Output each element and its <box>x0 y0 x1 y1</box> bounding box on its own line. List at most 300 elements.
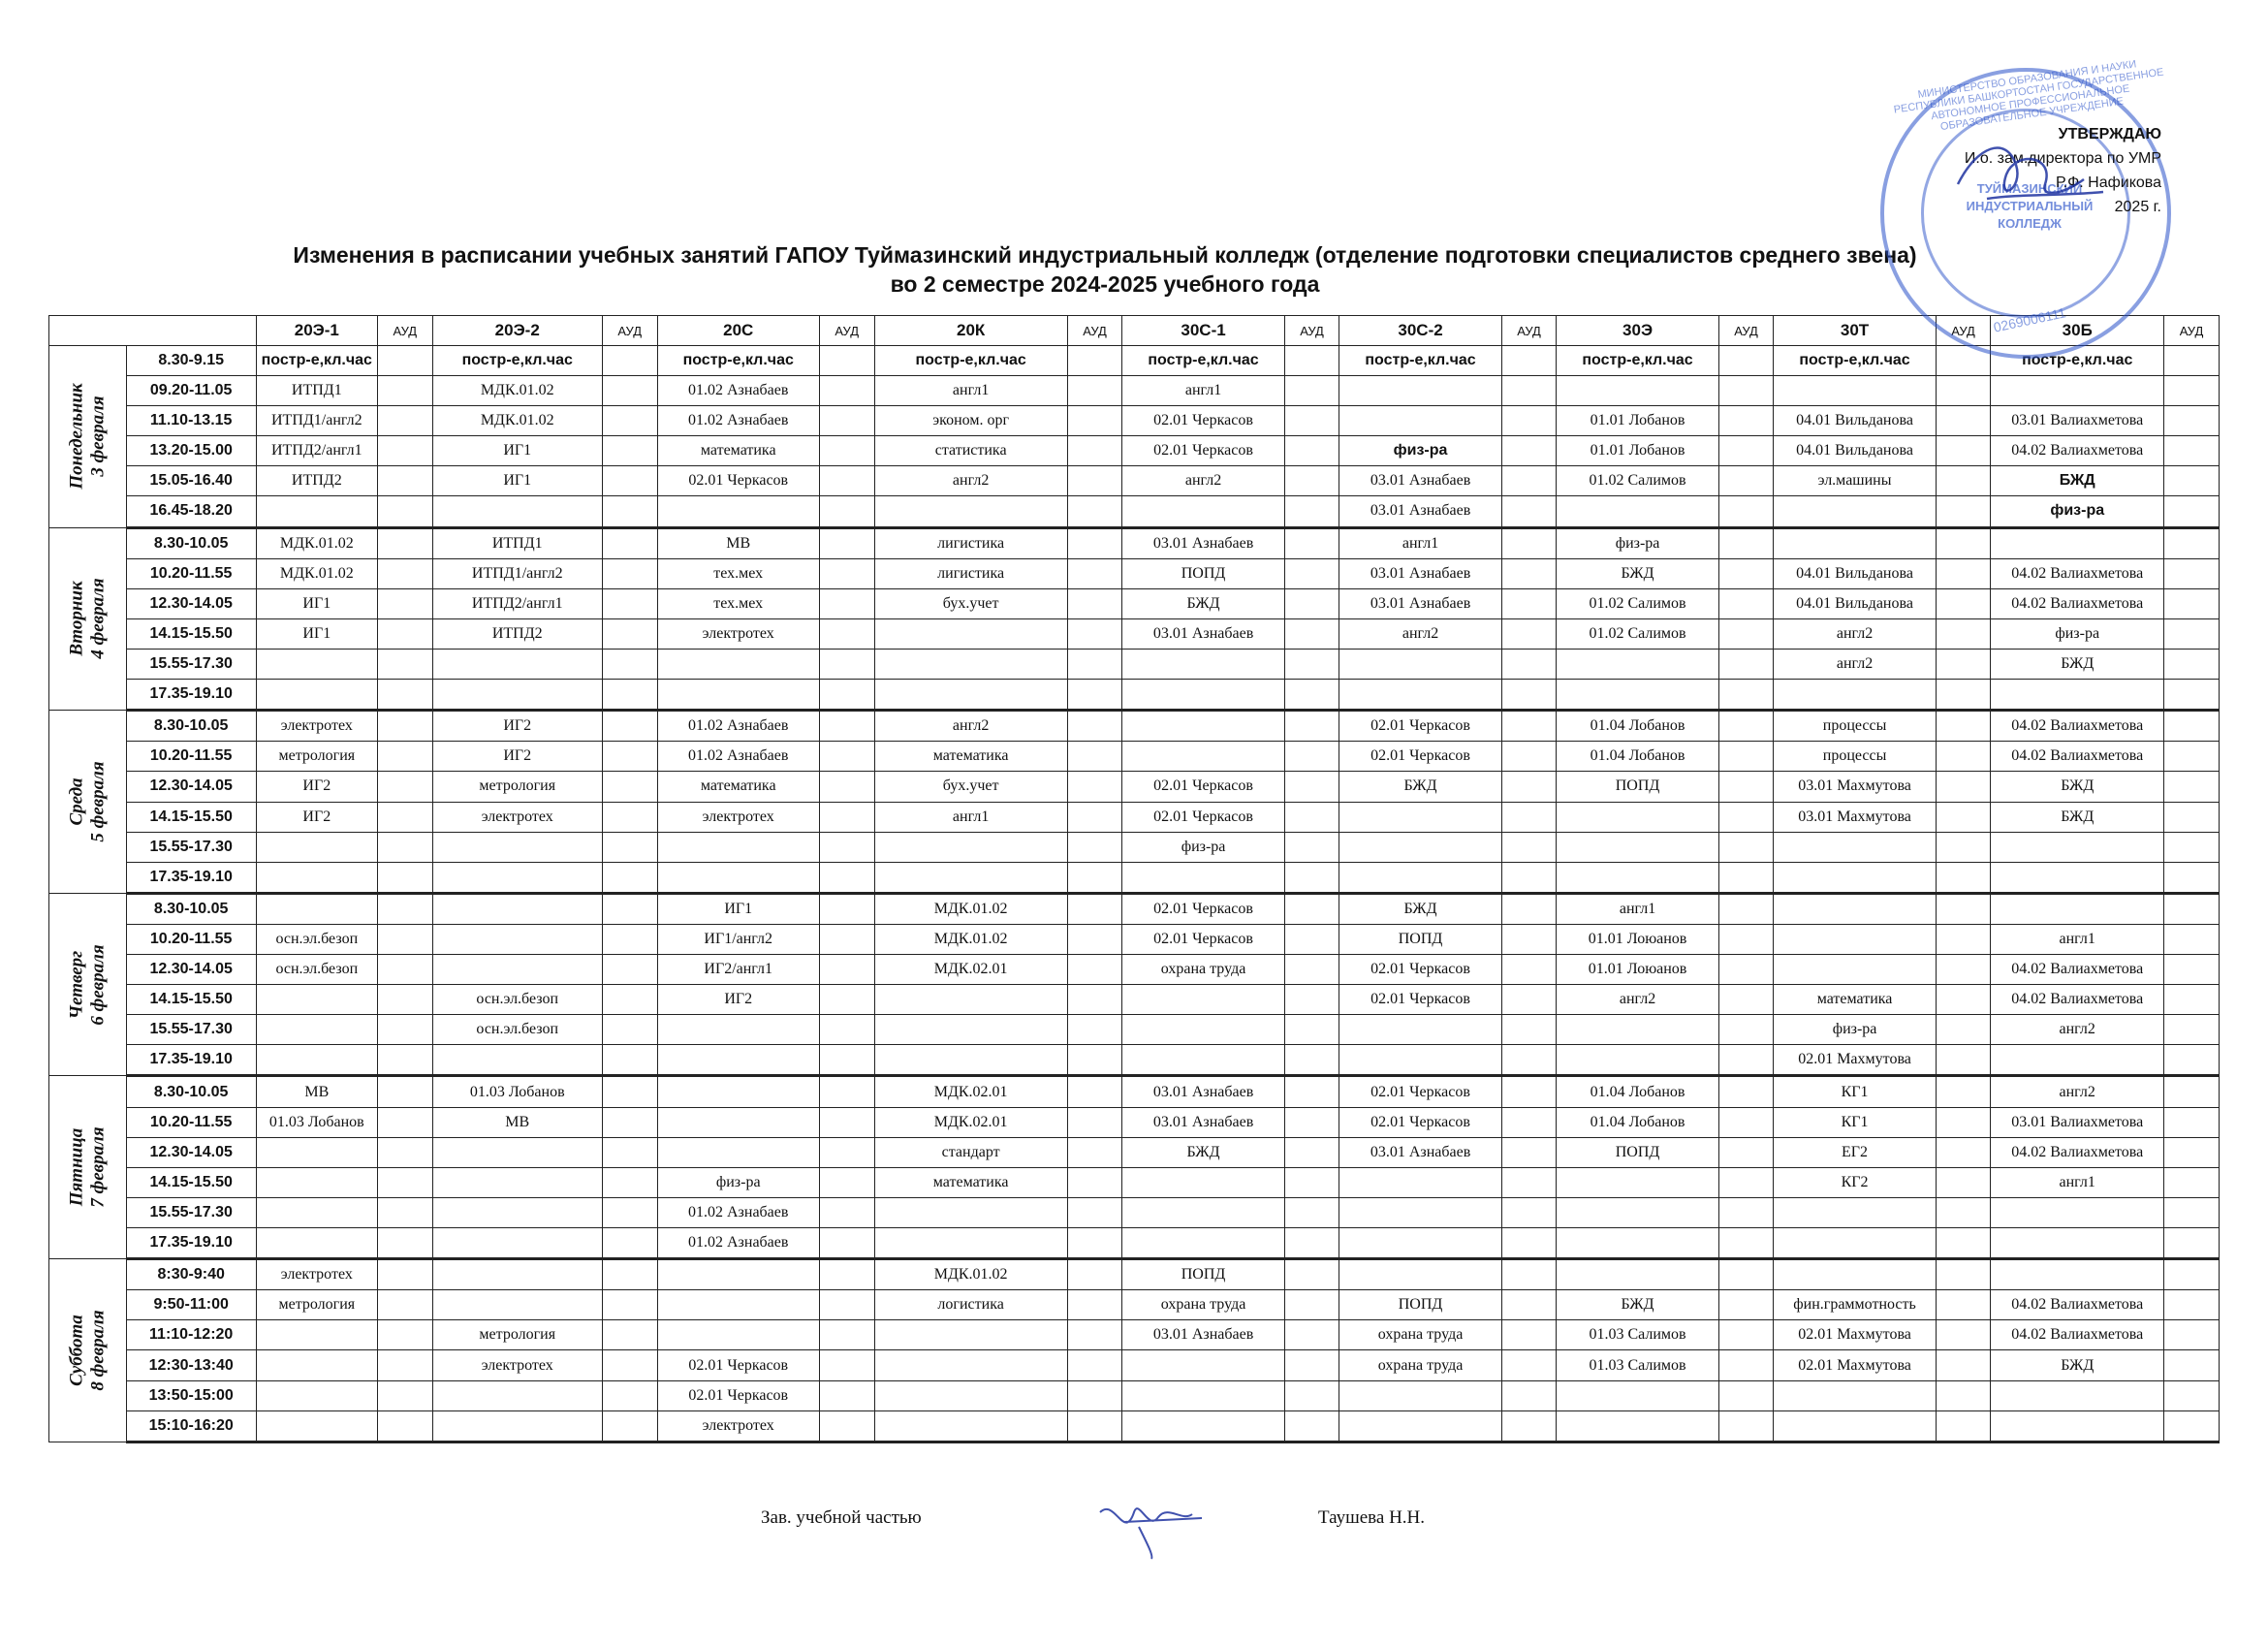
schedule-table <box>48 315 2220 1443</box>
lesson-cell <box>1339 406 1501 436</box>
room-cell <box>1936 711 1991 742</box>
lesson-cell <box>1557 1197 1718 1227</box>
room-cell <box>602 742 657 772</box>
room-cell <box>1067 985 1122 1015</box>
lesson-cell: МДК.01.02 <box>256 527 377 558</box>
room-cell <box>1718 1167 1774 1197</box>
lesson-cell: охрана труда <box>1122 955 1284 985</box>
schedule-row <box>49 1197 2220 1227</box>
lesson-cell: МДК.02.01 <box>874 1107 1067 1137</box>
lesson-cell: ИТПД2/англ1 <box>256 436 377 466</box>
lesson-cell <box>1991 1410 2164 1442</box>
room-cell <box>1501 862 1557 893</box>
document-title <box>136 240 2074 299</box>
day-label-cell <box>49 1076 127 1259</box>
aud-header: АУД <box>2163 316 2219 346</box>
room-cell <box>1718 1320 1774 1350</box>
lesson-cell: электротех <box>657 618 819 649</box>
room-cell <box>1284 1410 1339 1442</box>
lesson-cell <box>657 1259 819 1290</box>
lesson-cell <box>432 1410 602 1442</box>
room-cell <box>1284 1137 1339 1167</box>
room-cell <box>1936 466 1991 496</box>
room-cell <box>819 802 874 832</box>
time-slot: 9:50-11:00 <box>126 1290 256 1320</box>
room-cell <box>1067 376 1122 406</box>
lesson-cell: физ-ра <box>1991 618 2164 649</box>
aud-header: АУД <box>602 316 657 346</box>
lesson-cell: 04.02 Валиахметова <box>1991 711 2164 742</box>
lesson-cell <box>1774 1259 1936 1290</box>
room-cell <box>1501 376 1557 406</box>
lesson-cell <box>1774 376 1936 406</box>
lesson-cell <box>1991 862 2164 893</box>
room-cell <box>1936 436 1991 466</box>
room-cell <box>1936 1259 1991 1290</box>
room-cell <box>377 893 432 924</box>
lesson-cell: 02.01 Черкасов <box>657 1350 819 1380</box>
lesson-cell <box>657 1045 819 1076</box>
room-cell <box>377 1015 432 1045</box>
time-slot: 12.30-14.05 <box>126 772 256 802</box>
room-cell <box>2163 496 2219 527</box>
approval-title: УТВЕРЖДАЮ <box>2058 126 2161 143</box>
lesson-cell <box>1339 1197 1501 1227</box>
lesson-cell: МДК.02.01 <box>874 955 1067 985</box>
lesson-cell: КГ2 <box>1774 1167 1936 1197</box>
room-cell <box>2163 527 2219 558</box>
lesson-cell: метрология <box>432 772 602 802</box>
lesson-cell: МДК.01.02 <box>432 376 602 406</box>
room-cell <box>1501 772 1557 802</box>
room-cell <box>1718 466 1774 496</box>
room-cell <box>819 436 874 466</box>
schedule-row <box>49 588 2220 618</box>
time-slot: 8.30-10.05 <box>126 711 256 742</box>
lesson-cell: физ-ра <box>657 1167 819 1197</box>
lesson-cell <box>432 1380 602 1410</box>
room-cell <box>1718 1015 1774 1045</box>
lesson-cell: англ1 <box>874 802 1067 832</box>
lesson-cell: ПОПД <box>1557 1137 1718 1167</box>
room-cell <box>819 558 874 588</box>
room-cell <box>602 1167 657 1197</box>
group-header: 20С <box>657 316 819 346</box>
room-cell <box>2163 742 2219 772</box>
footer-signature <box>1095 1493 1212 1561</box>
room-cell <box>1284 1290 1339 1320</box>
lesson-cell <box>1122 1410 1284 1442</box>
room-cell <box>602 1076 657 1107</box>
lesson-cell <box>1774 496 1936 527</box>
room-cell <box>377 1410 432 1442</box>
lesson-cell: физ-ра <box>1339 436 1501 466</box>
lesson-cell <box>1339 1227 1501 1258</box>
room-cell <box>819 893 874 924</box>
lesson-cell <box>432 679 602 710</box>
room-cell <box>1718 742 1774 772</box>
lesson-cell: 02.01 Черкасов <box>1122 893 1284 924</box>
lesson-cell: 03.01 Валиахметова <box>1991 1107 2164 1137</box>
lesson-cell <box>874 832 1067 862</box>
room-cell <box>1067 466 1122 496</box>
lesson-cell: ИТПД1/англ2 <box>256 406 377 436</box>
room-cell <box>1501 955 1557 985</box>
room-cell <box>2163 1045 2219 1076</box>
room-cell <box>1501 618 1557 649</box>
room-cell <box>377 346 432 376</box>
room-cell <box>1067 1259 1122 1290</box>
header-corner <box>49 316 257 346</box>
room-cell <box>1284 1076 1339 1107</box>
group-header: 30С-2 <box>1339 316 1501 346</box>
lesson-cell: 01.02 Салимов <box>1557 618 1718 649</box>
room-cell <box>1936 1380 1991 1410</box>
lesson-cell: МДК.01.02 <box>874 925 1067 955</box>
room-cell <box>2163 955 2219 985</box>
lesson-cell: 01.02 Азнабаев <box>657 711 819 742</box>
room-cell <box>1718 1076 1774 1107</box>
room-cell <box>2163 649 2219 679</box>
schedule-row <box>49 376 2220 406</box>
room-cell <box>2163 985 2219 1015</box>
room-cell <box>819 679 874 710</box>
room-cell <box>377 649 432 679</box>
lesson-cell <box>1991 527 2164 558</box>
schedule-row <box>49 1167 2220 1197</box>
lesson-cell: логистика <box>874 1290 1067 1320</box>
time-slot: 16.45-18.20 <box>126 496 256 527</box>
lesson-cell: 04.02 Валиахметова <box>1991 742 2164 772</box>
lesson-cell <box>1122 1015 1284 1045</box>
lesson-cell: физ-ра <box>1991 496 2164 527</box>
lesson-cell <box>1774 862 1936 893</box>
schedule-row <box>49 985 2220 1015</box>
lesson-cell: осн.эл.безоп <box>256 955 377 985</box>
lesson-cell: осн.эл.безоп <box>256 925 377 955</box>
lesson-cell: 01.02 Азнабаев <box>657 1197 819 1227</box>
lesson-cell <box>1557 1015 1718 1045</box>
room-cell <box>1718 406 1774 436</box>
lesson-cell <box>657 1107 819 1137</box>
room-cell <box>1067 346 1122 376</box>
room-cell <box>1936 1107 1991 1137</box>
day-label-cell <box>49 1259 127 1442</box>
room-cell <box>1067 496 1122 527</box>
seal-code: 0269006111 <box>1992 304 2067 335</box>
room-cell <box>377 802 432 832</box>
group-header: 20Э-1 <box>256 316 377 346</box>
time-slot: 13:50-15:00 <box>126 1380 256 1410</box>
lesson-cell <box>874 649 1067 679</box>
lesson-cell: метрология <box>256 742 377 772</box>
room-cell <box>1067 1015 1122 1045</box>
room-cell <box>1284 711 1339 742</box>
lesson-cell: постр-е,кл.час <box>1339 346 1501 376</box>
lesson-cell: 02.01 Черкасов <box>1122 925 1284 955</box>
lesson-cell: 04.02 Валиахметова <box>1991 1137 2164 1167</box>
group-header: 30Э <box>1557 316 1718 346</box>
lesson-cell <box>432 1290 602 1320</box>
room-cell <box>1501 985 1557 1015</box>
time-slot: 10.20-11.55 <box>126 925 256 955</box>
room-cell <box>819 742 874 772</box>
room-cell <box>2163 1167 2219 1197</box>
schedule-row <box>49 466 2220 496</box>
lesson-cell <box>256 1380 377 1410</box>
lesson-cell <box>874 1380 1067 1410</box>
time-slot: 10.20-11.55 <box>126 558 256 588</box>
room-cell <box>819 772 874 802</box>
room-cell <box>602 436 657 466</box>
lesson-cell: 01.03 Салимов <box>1557 1320 1718 1350</box>
room-cell <box>819 346 874 376</box>
room-cell <box>2163 679 2219 710</box>
room-cell <box>1718 649 1774 679</box>
lesson-cell: ИТПД1 <box>432 527 602 558</box>
seal-center-text: ТУЙМАЗИНСКИЙ ИНДУСТРИАЛЬНЫЙ КОЛЛЕДЖ <box>1966 181 2094 231</box>
aud-header: АУД <box>1501 316 1557 346</box>
lesson-cell: 01.02 Салимов <box>1557 466 1718 496</box>
lesson-cell <box>432 1227 602 1258</box>
room-cell <box>2163 862 2219 893</box>
lesson-cell <box>1991 679 2164 710</box>
room-cell <box>1067 436 1122 466</box>
room-cell <box>2163 1197 2219 1227</box>
lesson-cell <box>256 862 377 893</box>
lesson-cell: метрология <box>256 1290 377 1320</box>
room-cell <box>1936 802 1991 832</box>
time-slot: 09.20-11.05 <box>126 376 256 406</box>
room-cell <box>377 1290 432 1320</box>
lesson-cell <box>1991 1380 2164 1410</box>
lesson-cell <box>1991 1045 2164 1076</box>
room-cell <box>1284 588 1339 618</box>
room-cell <box>377 1167 432 1197</box>
room-cell <box>1284 925 1339 955</box>
lesson-cell <box>1122 862 1284 893</box>
room-cell <box>602 1290 657 1320</box>
lesson-cell: МДК.01.02 <box>874 893 1067 924</box>
room-cell <box>1501 649 1557 679</box>
lesson-cell: 03.01 Азнабаев <box>1339 466 1501 496</box>
room-cell <box>1284 346 1339 376</box>
room-cell <box>1284 436 1339 466</box>
lesson-cell: охрана труда <box>1339 1350 1501 1380</box>
room-cell <box>819 1076 874 1107</box>
lesson-cell: англ2 <box>874 711 1067 742</box>
room-cell <box>819 1350 874 1380</box>
lesson-cell: 02.01 Махмутова <box>1774 1350 1936 1380</box>
aud-header: АУД <box>819 316 874 346</box>
room-cell <box>819 496 874 527</box>
time-slot: 17.35-19.10 <box>126 1045 256 1076</box>
room-cell <box>377 1107 432 1137</box>
room-cell <box>1501 1197 1557 1227</box>
room-cell <box>1936 742 1991 772</box>
room-cell <box>1067 1380 1122 1410</box>
room-cell <box>602 618 657 649</box>
room-cell <box>377 772 432 802</box>
room-cell <box>602 496 657 527</box>
day-date: 3 февраля <box>87 396 109 477</box>
lesson-cell: электротех <box>657 802 819 832</box>
room-cell <box>377 925 432 955</box>
lesson-cell: ИТПД2/англ1 <box>432 588 602 618</box>
schedule-row <box>49 1107 2220 1137</box>
room-cell <box>1284 802 1339 832</box>
lesson-cell: ИГ2 <box>657 985 819 1015</box>
lesson-cell: 04.01 Вильданова <box>1774 436 1936 466</box>
lesson-cell: англ2 <box>1557 985 1718 1015</box>
lesson-cell <box>1557 376 1718 406</box>
lesson-cell <box>256 496 377 527</box>
room-cell <box>819 1259 874 1290</box>
lesson-cell: ИГ2 <box>432 742 602 772</box>
room-cell <box>602 893 657 924</box>
day-label-cell <box>49 346 127 528</box>
lesson-cell: БЖД <box>1991 466 2164 496</box>
lesson-cell: англ2 <box>1991 1015 2164 1045</box>
lesson-cell: 02.01 Черкасов <box>1122 772 1284 802</box>
lesson-cell <box>1991 1259 2164 1290</box>
lesson-cell: 03.01 Валиахметова <box>1991 406 2164 436</box>
lesson-cell: БЖД <box>1339 893 1501 924</box>
lesson-cell <box>1557 1380 1718 1410</box>
room-cell <box>1718 862 1774 893</box>
time-slot: 10.20-11.55 <box>126 742 256 772</box>
room-cell <box>602 1015 657 1045</box>
lesson-cell <box>657 679 819 710</box>
room-cell <box>2163 1015 2219 1045</box>
lesson-cell <box>1122 742 1284 772</box>
room-cell <box>1936 649 1991 679</box>
lesson-cell: 01.01 Лобанов <box>1557 406 1718 436</box>
room-cell <box>1284 649 1339 679</box>
schedule-row <box>49 679 2220 710</box>
lesson-cell <box>1774 893 1936 924</box>
day-name: Пятница <box>66 1128 87 1207</box>
lesson-cell: МВ <box>256 1076 377 1107</box>
room-cell <box>1718 1290 1774 1320</box>
room-cell <box>1936 832 1991 862</box>
schedule-row <box>49 346 2220 376</box>
time-slot: 15.55-17.30 <box>126 1197 256 1227</box>
lesson-cell: тех.мех <box>657 588 819 618</box>
lesson-cell: постр-е,кл.час <box>1774 346 1936 376</box>
room-cell <box>377 406 432 436</box>
lesson-cell <box>1557 1259 1718 1290</box>
room-cell <box>1718 1350 1774 1380</box>
room-cell <box>1936 376 1991 406</box>
room-cell <box>1501 1045 1557 1076</box>
lesson-cell <box>1991 376 2164 406</box>
room-cell <box>1067 711 1122 742</box>
day-name: Вторник <box>66 581 87 656</box>
time-slot: 8.30-10.05 <box>126 527 256 558</box>
lesson-cell: математика <box>874 742 1067 772</box>
room-cell <box>1284 862 1339 893</box>
lesson-cell <box>874 862 1067 893</box>
lesson-cell: 01.04 Лобанов <box>1557 1076 1718 1107</box>
room-cell <box>1501 496 1557 527</box>
room-cell <box>1501 1290 1557 1320</box>
lesson-cell: охрана труда <box>1339 1320 1501 1350</box>
lesson-cell: 02.01 Черкасов <box>1339 742 1501 772</box>
room-cell <box>1718 527 1774 558</box>
room-cell <box>1067 1076 1122 1107</box>
room-cell <box>1936 1015 1991 1045</box>
room-cell <box>1284 1380 1339 1410</box>
room-cell <box>377 466 432 496</box>
lesson-cell: ИТПД1 <box>256 376 377 406</box>
room-cell <box>2163 466 2219 496</box>
lesson-cell: электротех <box>432 802 602 832</box>
schedule-row <box>49 742 2220 772</box>
room-cell <box>819 1290 874 1320</box>
room-cell <box>1718 802 1774 832</box>
lesson-cell: 02.01 Черкасов <box>657 466 819 496</box>
schedule-row <box>49 772 2220 802</box>
room-cell <box>1067 1227 1122 1258</box>
room-cell <box>1067 679 1122 710</box>
lesson-cell <box>256 832 377 862</box>
room-cell <box>1284 893 1339 924</box>
time-slot: 14.15-15.50 <box>126 802 256 832</box>
room-cell <box>2163 772 2219 802</box>
day-date: 7 февраля <box>87 1126 109 1208</box>
room-cell <box>377 618 432 649</box>
lesson-cell: 01.04 Лобанов <box>1557 711 1718 742</box>
schedule-row <box>49 1410 2220 1442</box>
lesson-cell: метрология <box>432 1320 602 1350</box>
day-label-cell <box>49 893 127 1076</box>
room-cell <box>2163 1227 2219 1258</box>
lesson-cell: лигистика <box>874 527 1067 558</box>
room-cell <box>1284 496 1339 527</box>
lesson-cell: англ2 <box>874 466 1067 496</box>
schedule-row <box>49 802 2220 832</box>
room-cell <box>1718 1380 1774 1410</box>
lesson-cell: ПОПД <box>1339 1290 1501 1320</box>
lesson-cell <box>1339 832 1501 862</box>
time-slot: 15.55-17.30 <box>126 649 256 679</box>
room-cell <box>1501 742 1557 772</box>
room-cell <box>602 466 657 496</box>
lesson-cell: физ-ра <box>1557 527 1718 558</box>
lesson-cell: постр-е,кл.час <box>1122 346 1284 376</box>
room-cell <box>1718 618 1774 649</box>
lesson-cell <box>874 985 1067 1015</box>
room-cell <box>1067 1167 1122 1197</box>
lesson-cell: БЖД <box>1557 558 1718 588</box>
room-cell <box>602 1259 657 1290</box>
lesson-cell <box>1122 1045 1284 1076</box>
lesson-cell <box>432 893 602 924</box>
room-cell <box>602 1380 657 1410</box>
room-cell <box>819 466 874 496</box>
room-cell <box>1501 679 1557 710</box>
lesson-cell <box>256 1410 377 1442</box>
lesson-cell <box>1774 679 1936 710</box>
lesson-cell: англ1 <box>1122 376 1284 406</box>
lesson-cell: ИГ1 <box>256 588 377 618</box>
lesson-cell <box>1339 862 1501 893</box>
lesson-cell <box>657 649 819 679</box>
room-cell <box>1936 406 1991 436</box>
room-cell <box>1067 649 1122 679</box>
room-cell <box>819 1167 874 1197</box>
